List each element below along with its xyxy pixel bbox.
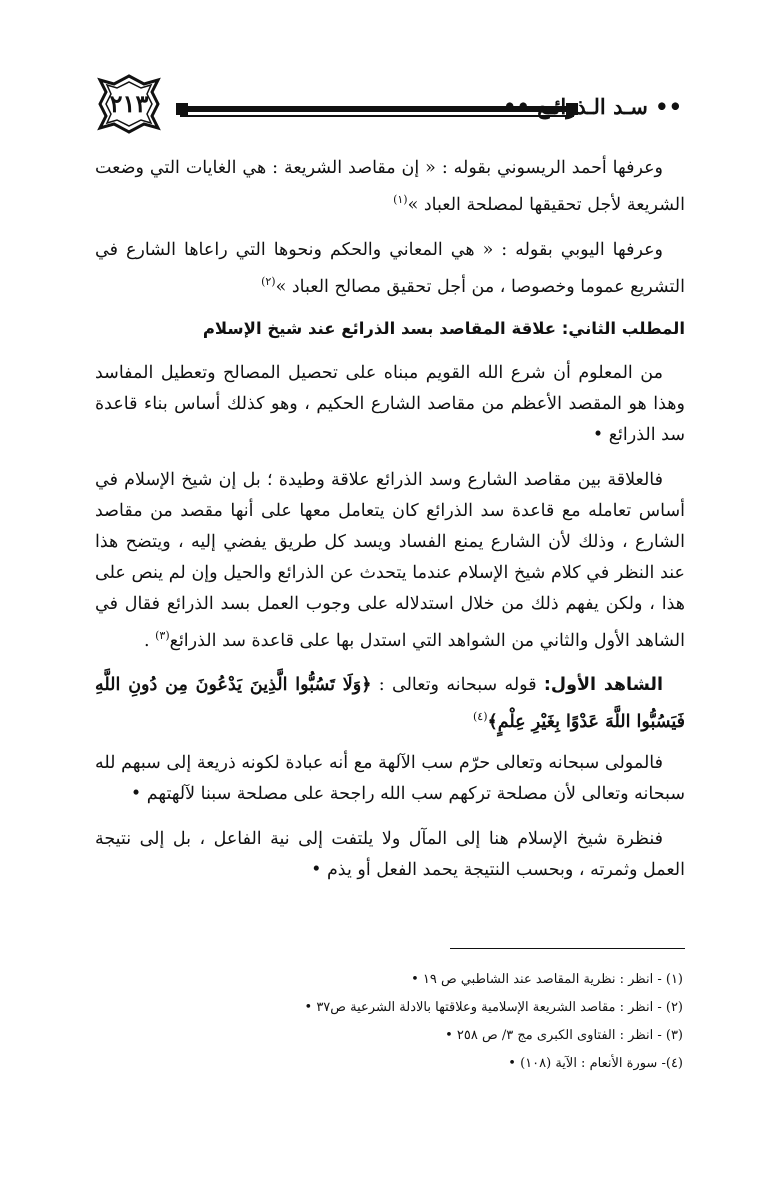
paragraph-explanation — [95, 748, 685, 810]
footnote-ref: (٢) — [261, 274, 276, 288]
paragraph-text: وعرفها اليوبي بقوله : « هي المعاني والحكم ونحوها التي راعاها الشارع في التشريع عموما وخصوصا ، من أجل تحقيق مصالح العباد » — [95, 239, 685, 297]
footnote-item: (٢) - انظر : مقاصد الشريعة الإسلامية وعلاقتها بالادلة الشرعية ص٣٧ • — [304, 1000, 683, 1015]
paragraph-text: وعرفها أحمد الريسوني بقوله : « إن مقاصد الشريعة : هي الغايات التي وضعت الشريعة لأجل تحقيقها لمصلحة العباد » — [95, 158, 685, 215]
footnote-item: (٣) - انظر : الفتاوى الكبرى مج ٣/ ص ٢٥٨ • — [445, 1028, 683, 1043]
footnote-item: (١) - انظر : نظرية المقاصد عند الشاطبي ص ١٩ • — [411, 972, 683, 987]
quran-verse: ﴿وَلَا تَسُبُّوا الَّذِينَ يَدْعُونَ مِن دُونِ اللَّهِ فَيَسُبُّوا اللَّهَ عَدْوًا بِغَيْرِ عِلْمٍ﴾ — [95, 675, 685, 733]
paragraph-text: فنظرة شيخ الإسلام هنا إلى المآل ولا يلتفت إلى نية الفاعل ، بل إلى نتيجة العمل وثمرته ، وبحسب النتيجة يحمد الفعل أو يذم • — [95, 829, 685, 881]
footnote-separator — [450, 948, 685, 949]
paragraph-text: من المعلوم أن شرع الله القويم مبناه على تحصيل المصالح وتعطيل المفاسد وهذا هو المقصد الأعظم من مقاصد الشارع الحكيم ، وهو كذلك أساس بناء قاعدة سد الذرائع • — [95, 362, 685, 445]
paragraph-raisouni-definition — [95, 153, 685, 221]
paragraph-text: فالعلاقة بين مقاصد الشارع وسد الذرائع علاقة وطيدة ؛ بل إن شيخ الإسلام في أساس تعامله مع قاعدة سد الذرائع كان يتعامل معها على أنها مقصد من مقاصد الشارع ، وذلك لأن الشارع يمنع الفساد ويسد كل طريق يفضي إليه ، ويتضح هذا عند النظر في كلام شيخ الإسلام عندما يتحدث عن الذرائع والحيل وإن لم ينص على هذا ، ولكن يفهم ذلك من خلال استدلاله على وجوب العمل بسد الذرائع فقال في الشاهد الأول والثاني من الشواهد التي استدل بها على قاعدة سد الذرائع — [95, 469, 685, 651]
footnote-ref: (١) — [393, 193, 408, 206]
footnote-item: (٤)- سورة الأنعام : الآية (١٠٨) • — [508, 1056, 683, 1071]
footnote-ref: (٤) — [472, 710, 488, 724]
page-body — [95, 153, 685, 900]
page-header — [92, 72, 682, 142]
page-number: ٢١٣ — [109, 89, 149, 118]
paragraph-first-witness — [95, 670, 685, 738]
paragraph-yubi-definition — [95, 235, 685, 303]
page-number-badge — [92, 72, 166, 136]
witness-label: الشاهد الأول: — [543, 675, 664, 696]
witness-intro: قوله سبحانه وتعالى : — [378, 675, 537, 696]
rule-end-block-left — [176, 103, 188, 115]
section-title: المطلب الثاني: علاقة المقاصد بسد الذرائع عند شيخ الإسلام — [202, 318, 685, 338]
paragraph-conclusion — [95, 824, 685, 886]
paragraph-text: فالمولى سبحانه وتعالى حرّم سب الآلهة مع أنه عبادة لكونه ذريعة إلى سبهم لله سبحانه وتعالى لأن مصلحة تركهم سب الله راجحة على مصلحة سبنا لآلهتهم • — [95, 753, 685, 805]
paragraph-end-mark: . — [143, 630, 150, 651]
paragraph-sharia-purpose — [95, 358, 685, 451]
footnotes — [83, 966, 683, 1078]
footnote-ref: (٣) — [155, 628, 170, 642]
running-title: •• سـد الـذرائـع •• — [503, 94, 682, 119]
paragraph-relationship — [95, 465, 685, 657]
